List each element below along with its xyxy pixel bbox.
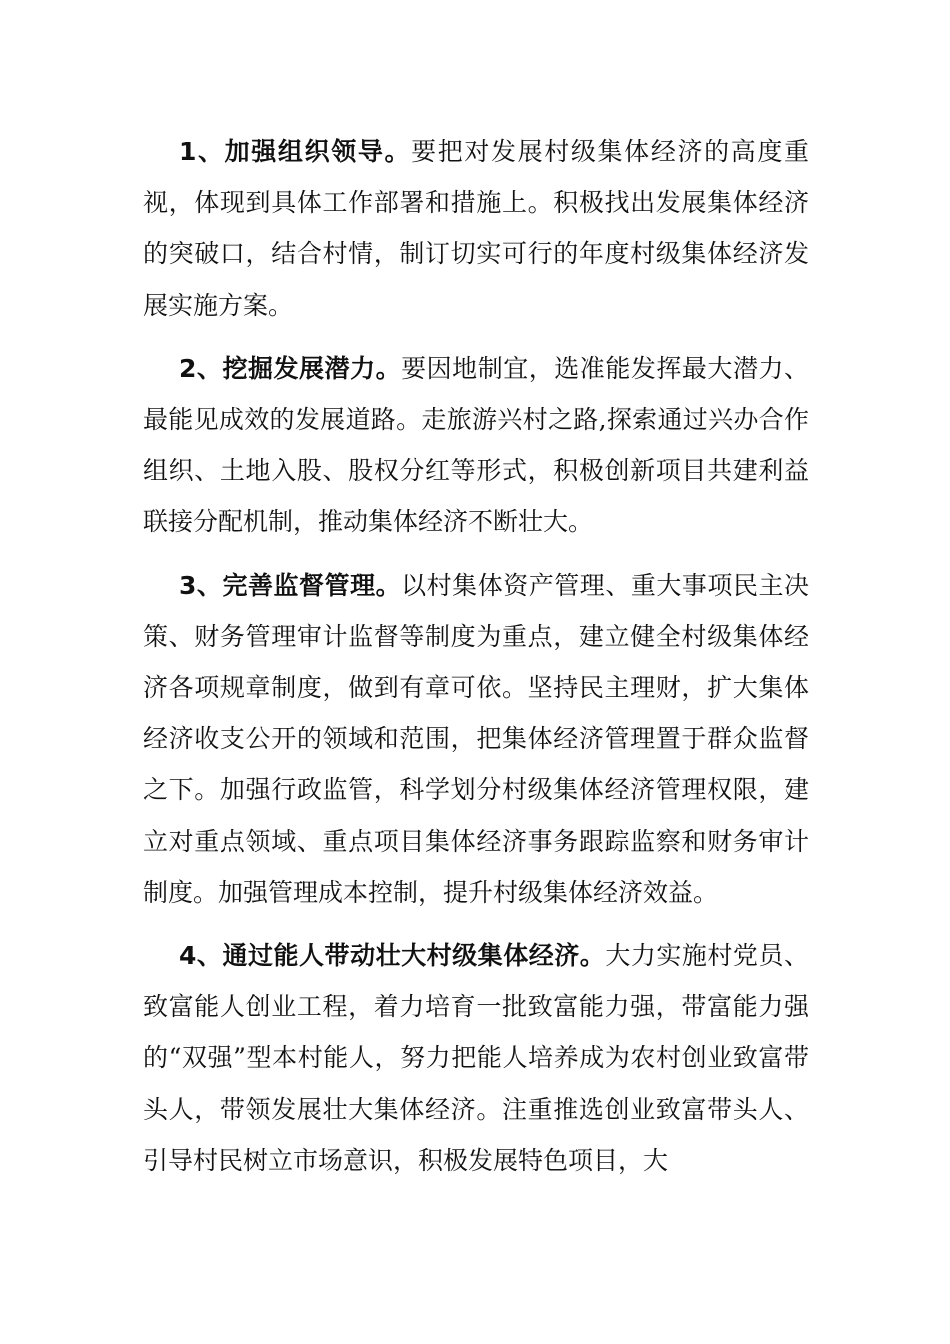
paragraph-organization-leadership: [143, 126, 809, 331]
paragraph-development-potential: [143, 343, 809, 548]
paragraph-heading: 2、挖掘发展潜力。: [179, 353, 402, 383]
paragraph-heading: 4、通过能人带动壮大村级集体经济。: [179, 941, 606, 971]
paragraph-supervision-management: [143, 560, 809, 918]
document-body: [143, 126, 809, 1198]
paragraph-heading: 3、完善监督管理。: [179, 570, 402, 600]
paragraph-capable-people: [143, 930, 809, 1186]
paragraph-text: 以村集体资产管理、重大事项民主决策、财务管理审计监督等制度为重点，建立健全村级集体经济各项规章制度，做到有章可依。坚持民主理财，扩大集体经济收支公开的领域和范围，把集体经济管理置于群众监督之下。加强行政监管，科学划分村级集体经济管理权限，建立对重点领域、重点项目集体经济事务跟踪监察和财务审计制度。加强管理成本控制，提升村级集体经济效益。: [143, 570, 809, 907]
paragraph-text: 要因地制宜，选准能发挥最大潜力、最能见成效的发展道路。走旅游兴村之路,探索通过兴办合作组织、土地入股、股权分红等形式，积极创新项目共建利益联接分配机制，推动集体经济不断壮大。: [143, 353, 809, 537]
paragraph-heading: 1、加强组织领导。: [179, 137, 412, 166]
paragraph-text: 大力实施村党员、致富能人创业工程，着力培育一批致富能力强，带富能力强的“双强”型本村能人，努力把能人培养成为农村创业致富带头人，带领发展壮大集体经济。注重推选创业致富带头人、引导村民树立市场意识，积极发展特色项目，大: [143, 941, 809, 1175]
paragraph-text: 要把对发展村级集体经济的高度重视，体现到具体工作部署和措施上。积极找出发展集体经济的突破口，结合村情，制订切实可行的年度村级集体经济发展实施方案。: [143, 137, 809, 320]
